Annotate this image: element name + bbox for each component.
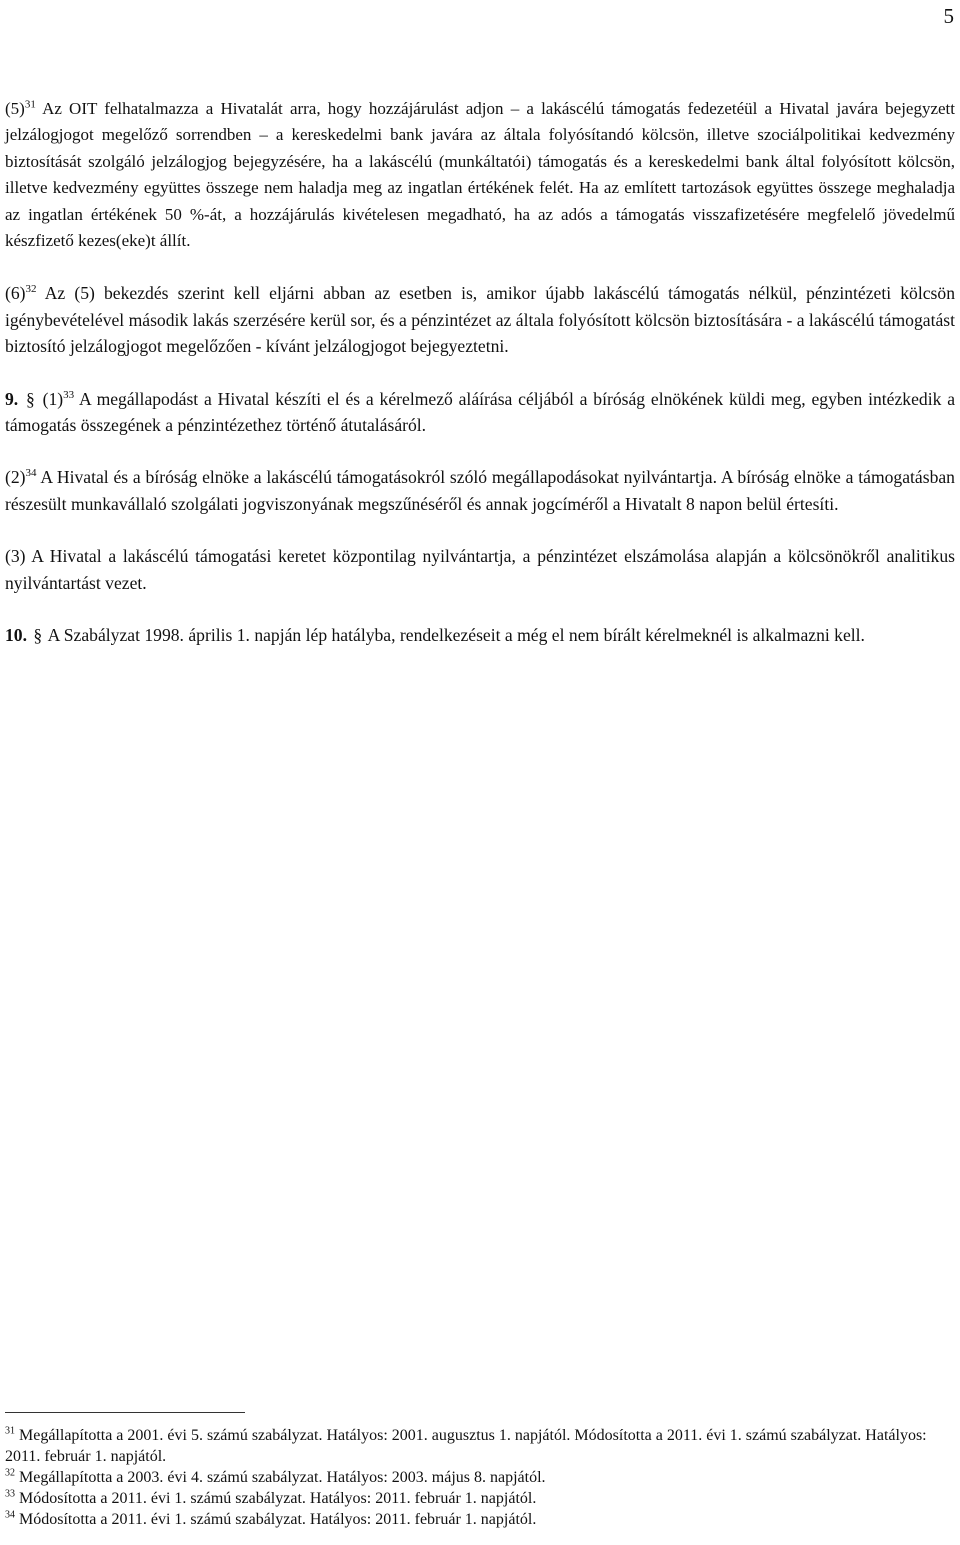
paragraph-text: A Szabályzat 1998. április 1. napján lép hatályba, rendelkezéseit a még el nem bírált kérelmeknél is alkalmazni kell.	[47, 625, 865, 646]
footnote-text: Megállapította a 2001. évi 5. számú szabályzat. Hatályos: 2001. augusztus 1. napjától. Módosította a 2011. évi 1. számú szabályzat. Hatályos: 2011. február 1. napjától.	[5, 1427, 927, 1465]
footnote-ref[interactable]: 31	[24, 98, 36, 111]
footnote-text: Megállapította a 2003. évi 4. számú szabályzat. Hatályos: 2003. május 8. napjától.	[19, 1469, 546, 1486]
footnotes	[5, 1425, 955, 1530]
footnote-text: Módosította a 2011. évi 1. számú szabályzat. Hatályos: 2011. február 1. napjától.	[19, 1511, 537, 1528]
paragraph-label: (2)	[5, 467, 26, 488]
paragraph-5	[5, 96, 955, 254]
footnote-divider	[5, 1412, 245, 1413]
paragraph-6	[5, 280, 955, 359]
page-number: 5	[943, 4, 954, 28]
footnote-text: Módosította a 2011. évi 1. számú szabályzat. Hatályos: 2011. február 1. napjától.	[19, 1490, 537, 1507]
paragraph-label: (5)	[5, 99, 25, 118]
footnote-ref[interactable]: 34	[25, 467, 37, 480]
section-9-paragraph-3	[5, 543, 955, 596]
footnote-number: 34	[5, 1509, 15, 1521]
section-10	[5, 622, 955, 648]
paragraph-text: (3) A Hivatal a lakáscélú támogatási keretet központilag nyilvántartja, a pénzintézet elszámolása alapján a kölcsönökről analitikus nyilvántartást vezet.	[5, 546, 955, 593]
section-9-paragraph-1	[5, 386, 955, 439]
footnote-33	[5, 1488, 955, 1509]
footnote-31	[5, 1425, 955, 1467]
paragraph-label: (1)	[42, 388, 64, 409]
footnote-number: 32	[5, 1467, 15, 1479]
paragraph-text: Az OIT felhatalmazza a Hivatalát arra, hogy hozzájárulást adjon – a lakáscélú támogatás fedezetéül a Hivatal javára bejegyzett jelzálogjogot megelőző sorrendben – a kereskedelmi bank javára az általa folyósítandó kölcsön, illetve szociálpolitikai kedvezmény biztosítását szolgáló jelzálogjog bejegyzésére, ha a lakáscélú (munkáltatói) támogatás és a kereskedelmi bank által folyósított kölcsön, illetve kedvezmény együttes összege nem haladja meg az ingatlan értékének felét. Ha az említett tartozások együttes összege meghaladja az ingatlan értékének 50 %-át, a hozzájárulás kivételesen megadható, ha az adós a támogatás visszafizetésére megfelelő jövedelmű készfizető kezes(eke)t állít.	[5, 99, 956, 251]
footnote-ref[interactable]: 33	[63, 388, 75, 401]
paragraph-text: A megállapodást a Hivatal készíti el és a kérelmező aláírása céljából a bíróság elnökének küldi meg, egyben intézkedik a támogatás összegének a pénzintézethez történő átutalásáról.	[5, 388, 955, 436]
document-body	[5, 96, 955, 675]
section-number: 10.	[5, 625, 27, 646]
section-number: 9.	[5, 388, 19, 409]
footnote-ref[interactable]: 32	[25, 283, 37, 296]
footnote-number: 33	[5, 1488, 15, 1500]
section-9-paragraph-2	[5, 464, 955, 517]
paragraph-text: Az (5) bekezdés szerint kell eljárni abban az esetben is, amikor újabb lakáscélú támogatás nélkül, pénzintézeti kölcsön igénybevételével második lakás szerzésére kerül sor, és a pénzintézet az általa folyósított kölcsön biztosítására - a lakáscélú támogatást biztosító jelzálogjogot megelőzően - kívánt jelzálogjogot bejegyeztetni.	[5, 283, 955, 357]
footnote-32	[5, 1467, 955, 1488]
paragraph-label: (6)	[5, 283, 26, 304]
section-sign-icon: §	[33, 625, 43, 646]
footnote-number: 31	[5, 1425, 15, 1437]
section-sign-icon: §	[26, 388, 35, 409]
footnote-34	[5, 1509, 955, 1530]
paragraph-text: A Hivatal és a bíróság elnöke a lakáscélú támogatásokról szóló megállapodásokat nyilvántartja. A bíróság elnöke a támogatásban részesült munkavállaló szolgálati jogviszonyának megszűnéséről és annak jogcíméről a Hivatalt 8 napon belül értesíti.	[5, 467, 955, 514]
